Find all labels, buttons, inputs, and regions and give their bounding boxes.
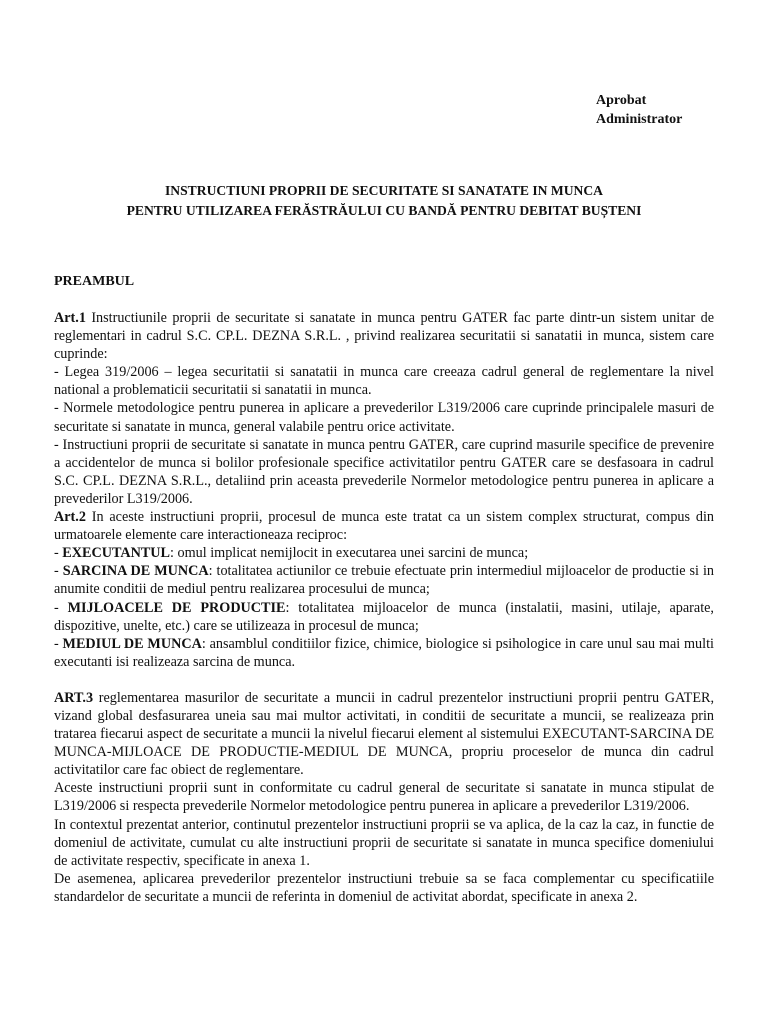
item-term: SARCINA DE MUNCA: [62, 563, 209, 580]
art3-label: ART.3: [54, 689, 94, 706]
document-body: [54, 309, 714, 906]
art1-label: Art.1: [54, 310, 86, 326]
title-line-1: INSTRUCTIUNI PROPRII DE SECURITATE SI SANATATE IN MUNCA: [165, 183, 603, 198]
art2-intro: In aceste instructiuni proprii, procesul de munca este tratat ca un sistem complex structurat, compus din urmatoarele elemente care interactioneaza reciproc:: [54, 509, 714, 544]
art1-intro: Instructiunile proprii de securitate si sanatate in munca pentru GATER fac parte dintr-un sistem unitar de reglementari in cadrul S.C. CP.L. DEZNA S.R.L. , privind realizarea securitatii si sanatatii in munca, sistem care cuprinde:: [54, 310, 714, 363]
art3-paragraph-4: De asemenea, aplicarea prevederilor prezentelor instructiuni trebuie sa se faca complementar cu specificatiile standardelor de securitate a muncii de referinta in domeniul de activitat abordat, specificate in anexa 2.: [54, 870, 714, 905]
item-term: MIJLOACELE DE PRODUCTIE: [67, 599, 286, 616]
item-prefix: -: [54, 635, 63, 652]
art3-intro: reglementarea masurilor de securitate a muncii in cadrul prezentelor instructiuni proprii pentru GATER, vizand global desfasurarea uneia sau mai multor activitati, in conditii de securitate a muncii, se realizeaza prin tratarea fiecarui aspect de securitate a muncii la nivelul fiecarui element al sistemului EXECUTANT-SARCINA DE MUNCA-MIJLOACE DE PRODUCTIE-MEDIUL DE MUNCA, propriu proceselor de munca din cadrul activitatilor care fac obiect de reglementare.: [54, 689, 714, 779]
item-term: EXECUTANTUL: [62, 545, 171, 562]
art2-item: [54, 562, 714, 598]
art2-item: [54, 544, 714, 562]
art1-paragraph: [54, 309, 714, 363]
approval-role: Administrator: [596, 112, 683, 127]
document-title: [40, 181, 728, 221]
item-text: : omul implicat nemijlocit in executarea unei sarcini de munca;: [170, 545, 529, 562]
item-prefix: -: [54, 563, 63, 580]
item-text: : totalitatea mijloacelor de munca (instalatii, masini, utilaje, aparate, dispozitive, unelte, etc.) care se utilizeaza in procesul de munca;: [54, 599, 714, 634]
approval-label: Aprobat: [596, 93, 647, 108]
art3-paragraph-3: In contextul prezentat anterior, continutul prezentelor instructiuni proprii se va aplica, de la caz la caz, in functie de domeniul de activitate, cumulat cu alte instructiuni proprii de securitate si sanatate in munca specifice domeniului de activitate respectiv, specificate in anexa 1.: [54, 816, 714, 869]
paragraph-spacer: [54, 671, 714, 689]
art1-item: - Normele metodologice pentru punerea in aplicare a prevederilor L319/2006 care cuprinde principalele masuri de securitate si sanatate in munca, general valabile pentru orice activitate.: [54, 400, 714, 435]
item-prefix: -: [54, 545, 63, 562]
art2-paragraph: [54, 508, 714, 544]
item-prefix: -: [54, 599, 68, 616]
art1-item: - Instructiuni proprii de securitate si sanatate in munca pentru GATER, care cuprind masurile specifice de prevenire a accidentelor de munca si bolilor profesionale specifice activitatilor pentru GATER care se desfasoara in cadrul S.C. CP.L. DEZNA S.R.L., detaliind prin aceasta prevederile Normelor metodologice pentru punerea in aplicare a prevederilor L319/2006.: [54, 436, 714, 507]
art3-paragraph: [54, 689, 714, 779]
preamble-heading: PREAMBUL: [54, 274, 135, 289]
art2-item: [54, 635, 714, 671]
title-line-2: PENTRU UTILIZAREA FERĂSTRĂULUI CU BANDĂ PENTRU DEBITAT BUȘTENI: [126, 203, 642, 218]
approval-block: [596, 91, 682, 129]
art2-label: Art.2: [54, 509, 86, 526]
art2-item: [54, 599, 714, 635]
item-term: MEDIUL DE MUNCA: [62, 635, 202, 652]
item-text: : ansamblul conditiilor fizice, chimice, biologice si psihologice in care unul sau mai multi executanti isi realizeaza sarcina de munca.: [54, 635, 714, 670]
item-text: : totalitatea actiunilor ce trebuie efectuate prin intermediul mijloacelor de productie si in anumite conditii de mediul pentru realizarea procesului de munca;: [54, 563, 714, 598]
art1-item: - Legea 319/2006 – legea securitatii si sanatatii in munca care creeaza cadrul general de reglementare la nivel national a problematicii securitatii si sanatatii in munca.: [54, 364, 714, 399]
art3-paragraph-2: Aceste instructiuni proprii sunt in conformitate cu cadrul general de securitate si sanatate in munca stipulat de L319/2006 si respecta prevederile Normelor metodologice pentru punerea in aplicare a prevederilor L319/2006.: [54, 780, 714, 815]
